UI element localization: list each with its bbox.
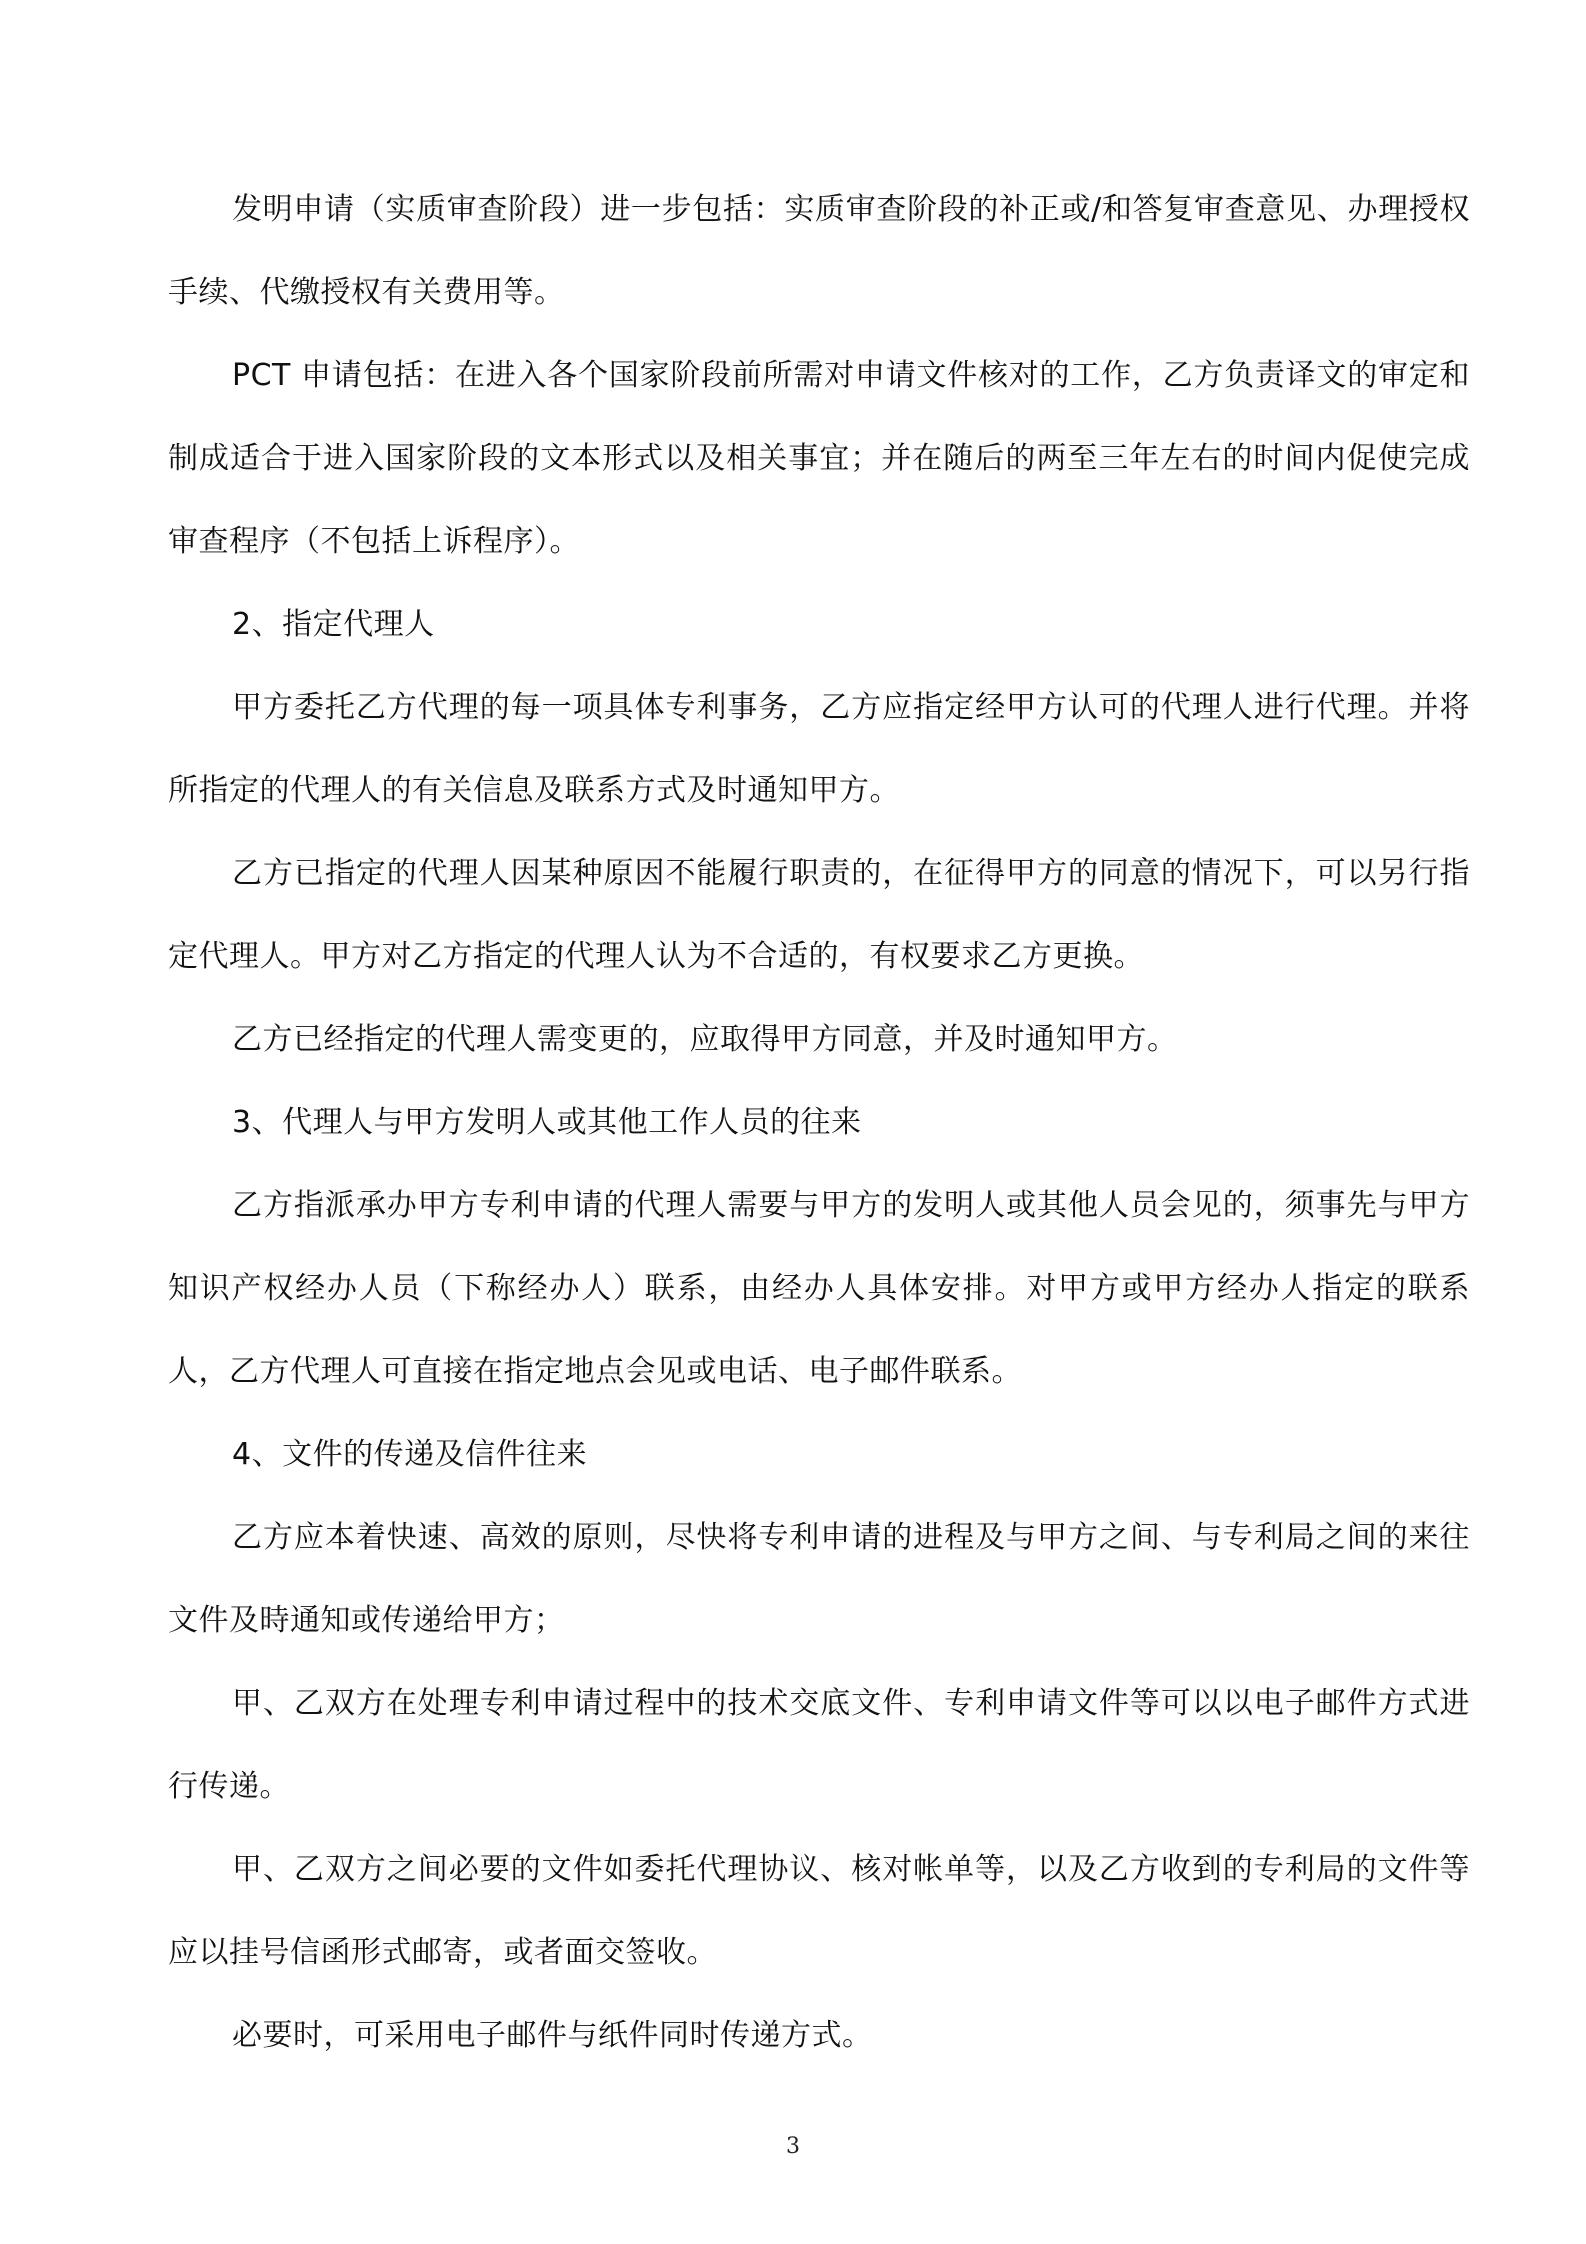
paragraph-registered-mail: 甲、乙双方之间必要的文件如委托代理协议、核对帐单等，以及乙方收到的专利局的文件等应以挂号信函形式邮寄，或者面交签收。 bbox=[168, 1852, 1470, 1970]
paragraph-timely-notification: 乙方应本着快速、高效的原则，尽快将专利申请的进程及与甲方之间、与专利局之间的来往文件及時通知或传递给甲方； bbox=[168, 1520, 1470, 1638]
document-body bbox=[168, 168, 1470, 2077]
page-number: 3 bbox=[786, 2134, 800, 2159]
paragraph-pct-application: PCT 申请包括：在进入各个国家阶段前所需对申请文件核对的工作，乙方负责译文的审定和制成适合于进入国家阶段的文本形式以及相关事宜；并在随后的两至三年左右的时间内促使完成审查程序（不包括上诉程序）。 bbox=[168, 358, 1470, 559]
paragraph-agent-replacement: 乙方已指定的代理人因某种原因不能履行职责的，在征得甲方的同意的情况下，可以另行指定代理人。甲方对乙方指定的代理人认为不合适的，有权要求乙方更换。 bbox=[168, 856, 1470, 974]
paragraph-invention-substantive-exam: 发明申请（实质审查阶段）进一步包括：实质审查阶段的补正或/和答复审查意见、办理授权手续、代缴授权有关费用等。 bbox=[168, 192, 1470, 310]
section-heading-designated-agent: 2、指定代理人 bbox=[232, 607, 435, 642]
paragraph-agent-meetings: 乙方指派承办甲方专利申请的代理人需要与甲方的发明人或其他人员会见的，须事先与甲方知识产权经办人员（下称经办人）联系，由经办人具体安排。对甲方或甲方经办人指定的联系人，乙方代理人可直接在指定地点会见或电话、电子邮件联系。 bbox=[168, 1188, 1470, 1389]
section-heading-document-delivery: 4、文件的传递及信件往来 bbox=[232, 1437, 588, 1472]
paragraph-dual-delivery: 必要时，可采用电子邮件与纸件同时传递方式。 bbox=[232, 2018, 873, 2053]
paragraph-email-delivery: 甲、乙双方在处理专利申请过程中的技术交底文件、专利申请文件等可以以电子邮件方式进行传递。 bbox=[168, 1686, 1470, 1804]
paragraph-agent-change: 乙方已经指定的代理人需变更的，应取得甲方同意，并及时通知甲方。 bbox=[232, 1022, 1178, 1057]
paragraph-agent-designation: 甲方委托乙方代理的每一项具体专利事务，乙方应指定经甲方认可的代理人进行代理。并将所指定的代理人的有关信息及联系方式及时通知甲方。 bbox=[168, 690, 1470, 808]
section-heading-agent-contacts: 3、代理人与甲方发明人或其他工作人员的往来 bbox=[232, 1105, 862, 1140]
